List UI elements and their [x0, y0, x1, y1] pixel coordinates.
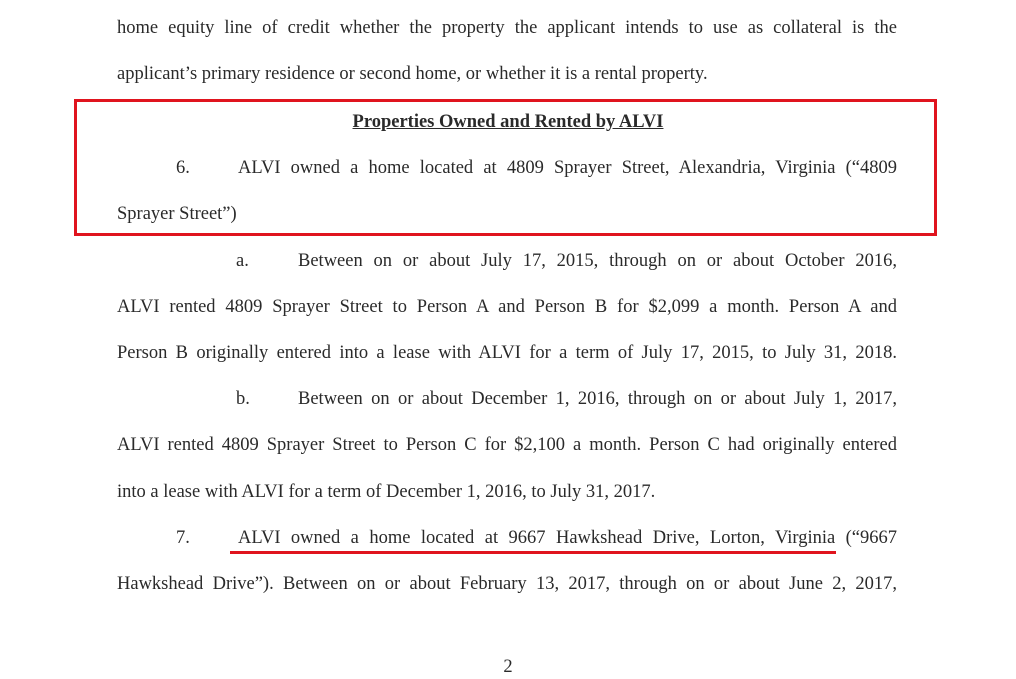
section-heading: Properties Owned and Rented by ALVI	[352, 112, 664, 132]
text-line: ALVI owned a home located at 4809 Sprayer Street, Alexandria, Virginia (“4809	[238, 158, 897, 178]
text-line: ALVI owned a home located at 9667 Hawkshead Drive, Lorton, Virginia (“9667	[238, 528, 897, 548]
subparagraph-letter: a.	[236, 251, 249, 271]
text-line: home equity line of credit whether the property the applicant intends to use as collateral is the	[117, 18, 897, 38]
text-line: Person B originally entered into a lease with ALVI for a term of July 17, 2015, to July 31, 2018.	[117, 343, 897, 363]
paragraph-number: 6.	[176, 158, 190, 178]
text-line: applicant’s primary residence or second home, or whether it is a rental property.	[117, 64, 708, 84]
highlight-underline	[230, 551, 836, 554]
highlight-box	[74, 99, 937, 236]
text-line: ALVI rented 4809 Sprayer Street to Person A and Person B for $2,099 a month. Person A and	[117, 297, 897, 317]
paragraph-number: 7.	[176, 528, 190, 548]
text-line: ALVI rented 4809 Sprayer Street to Person C for $2,100 a month. Person C had originally entered	[117, 435, 897, 455]
text-line: Between on or about December 1, 2016, through on or about July 1, 2017,	[298, 389, 897, 409]
text-line: into a lease with ALVI for a term of December 1, 2016, to July 31, 2017.	[117, 482, 656, 502]
text-line: Sprayer Street”)	[117, 204, 237, 224]
page-number: 2	[503, 657, 513, 677]
text-line: Hawkshead Drive”). Between on or about February 13, 2017, through on or about June 2, 2017,	[117, 574, 897, 594]
text-line: Between on or about July 17, 2015, through on or about October 2016,	[298, 251, 897, 271]
subparagraph-letter: b.	[236, 389, 250, 409]
